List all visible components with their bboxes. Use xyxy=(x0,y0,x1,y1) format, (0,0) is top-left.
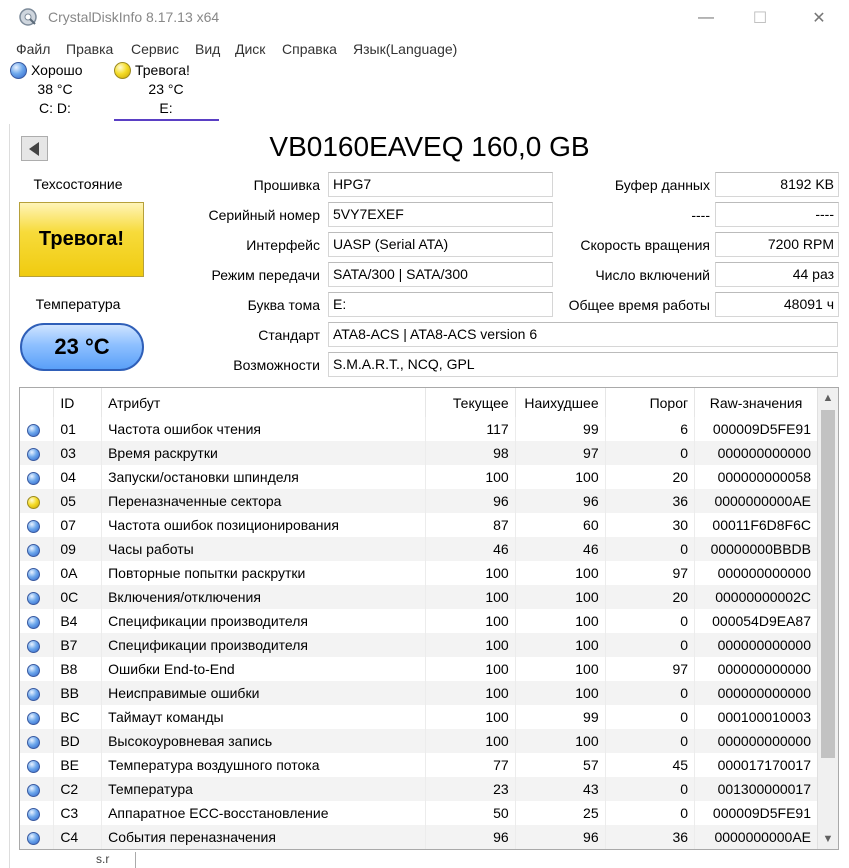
status-cell xyxy=(20,657,54,681)
rotation-label: Скорость вращения xyxy=(580,237,710,253)
menu-language[interactable]: Язык(Language) xyxy=(353,41,458,57)
table-row[interactable] xyxy=(20,729,818,753)
attribute-id: BB xyxy=(54,681,102,705)
table-row[interactable] xyxy=(20,441,818,465)
temperature-label: Температура xyxy=(35,296,121,312)
threshold-value: 0 xyxy=(605,609,694,633)
table-row[interactable] xyxy=(20,609,818,633)
drive-letter-label: Буква тома xyxy=(247,297,320,313)
minimize-button[interactable]: — xyxy=(698,9,714,26)
table-row[interactable] xyxy=(20,657,818,681)
worst-value: 46 xyxy=(515,537,605,561)
standard-label: Стандарт xyxy=(258,327,320,343)
raw-value: 000009D5FE91 xyxy=(695,417,818,441)
current-value: 100 xyxy=(425,633,515,657)
threshold-value: 0 xyxy=(605,705,694,729)
attribute-name: Спецификации производителя xyxy=(102,633,426,657)
attribute-name: Неисправимые ошибки xyxy=(102,681,426,705)
status-cell xyxy=(20,441,54,465)
column-id[interactable]: ID xyxy=(54,388,102,417)
table-row[interactable] xyxy=(20,537,818,561)
status-good-icon xyxy=(27,688,40,701)
attribute-name: События переназначения xyxy=(102,825,426,849)
raw-value: 000054D9EA87 xyxy=(695,609,818,633)
close-button[interactable]: ✕ xyxy=(812,10,826,27)
attribute-name: Частота ошибок чтения xyxy=(102,417,426,441)
column-worst[interactable]: Наихудшее xyxy=(515,388,605,417)
unknown-label: ---- xyxy=(691,207,710,223)
threshold-value: 36 xyxy=(605,825,694,849)
current-value: 100 xyxy=(425,705,515,729)
status-cell xyxy=(20,489,54,513)
disk-tab-temp: 38 °C xyxy=(37,81,73,97)
standard-field: ATA8-ACS | ATA8-ACS version 6 xyxy=(328,322,838,347)
attribute-name: Время раскрутки xyxy=(102,441,426,465)
background-window-fragment: s.r xyxy=(96,852,136,868)
column-attribute[interactable]: Атрибут xyxy=(102,388,426,417)
attribute-name: Переназначенные сектора xyxy=(102,489,426,513)
status-cell xyxy=(20,513,54,537)
current-value: 96 xyxy=(425,489,515,513)
threshold-value: 0 xyxy=(605,633,694,657)
health-label: Техсостояние xyxy=(33,176,123,192)
worst-value: 100 xyxy=(515,633,605,657)
raw-value: 000009D5FE91 xyxy=(695,801,818,825)
table-row[interactable] xyxy=(20,681,818,705)
attribute-name: Высокоуровневая запись xyxy=(102,729,426,753)
disk-tab-e[interactable] xyxy=(114,61,218,118)
status-cell xyxy=(20,633,54,657)
power-hours-field: 48091 ч xyxy=(715,292,839,317)
status-good-icon xyxy=(27,424,40,437)
menu-edit[interactable]: Правка xyxy=(66,41,114,57)
attribute-id: BD xyxy=(54,729,102,753)
worst-value: 100 xyxy=(515,609,605,633)
features-label: Возможности xyxy=(233,357,320,373)
current-value: 100 xyxy=(425,609,515,633)
status-cell xyxy=(20,609,54,633)
attribute-name: Ошибки End-to-End xyxy=(102,657,426,681)
table-row[interactable] xyxy=(20,417,818,441)
worst-value: 99 xyxy=(515,705,605,729)
threshold-value: 0 xyxy=(605,441,694,465)
buffer-label: Буфер данных xyxy=(614,177,710,193)
threshold-value: 20 xyxy=(605,465,694,489)
attribute-name: Таймаут команды xyxy=(102,705,426,729)
worst-value: 100 xyxy=(515,585,605,609)
raw-value: 000017170017 xyxy=(695,753,818,777)
status-good-icon xyxy=(27,544,40,557)
current-value: 100 xyxy=(425,465,515,489)
worst-value: 43 xyxy=(515,777,605,801)
threshold-value: 97 xyxy=(605,657,694,681)
status-cell xyxy=(20,585,54,609)
raw-value: 000000000058 xyxy=(695,465,818,489)
menu-bar xyxy=(0,38,849,60)
table-row[interactable] xyxy=(20,705,818,729)
buffer-field: 8192 KB xyxy=(715,172,839,197)
status-good-icon xyxy=(27,832,40,845)
status-good-icon xyxy=(27,712,40,725)
threshold-value: 6 xyxy=(605,417,694,441)
table-row[interactable] xyxy=(20,825,818,849)
worst-value: 100 xyxy=(515,657,605,681)
scroll-up-icon[interactable]: ▲ xyxy=(822,392,834,404)
status-good-icon xyxy=(27,664,40,677)
current-value: 100 xyxy=(425,681,515,705)
current-value: 100 xyxy=(425,561,515,585)
attribute-id: C4 xyxy=(54,825,102,849)
attribute-id: 0C xyxy=(54,585,102,609)
raw-value: 001300000017 xyxy=(695,777,818,801)
threshold-value: 97 xyxy=(605,561,694,585)
worst-value: 99 xyxy=(515,417,605,441)
disk-model-title: VB0160EAVEQ 160,0 GB xyxy=(269,131,590,162)
status-cell xyxy=(20,705,54,729)
status-good-icon xyxy=(27,592,40,605)
attribute-id: 01 xyxy=(54,417,102,441)
menu-disk[interactable]: Диск xyxy=(235,41,266,57)
table-row[interactable] xyxy=(20,513,818,537)
status-cell xyxy=(20,537,54,561)
threshold-value: 0 xyxy=(605,801,694,825)
table-row[interactable] xyxy=(20,489,818,513)
raw-value: 000000000000 xyxy=(695,681,818,705)
scroll-down-icon[interactable]: ▼ xyxy=(822,833,834,845)
disk-tab-c[interactable] xyxy=(10,61,100,118)
current-value: 100 xyxy=(425,729,515,753)
current-value: 100 xyxy=(425,585,515,609)
raw-value: 0000000000AE xyxy=(695,825,818,849)
raw-value: 0000000000AE xyxy=(695,489,818,513)
menu-file[interactable]: Файл xyxy=(16,41,51,57)
attribute-name: Спецификации производителя xyxy=(102,609,426,633)
worst-value: 100 xyxy=(515,729,605,753)
worst-value: 100 xyxy=(515,561,605,585)
table-row[interactable] xyxy=(20,753,818,777)
power-count-label: Число включений xyxy=(595,267,710,283)
raw-value: 000000000000 xyxy=(695,561,818,585)
table-row[interactable] xyxy=(20,465,818,489)
status-cell xyxy=(20,465,54,489)
status-cell xyxy=(20,753,54,777)
disk-tab-temp: 23 °C xyxy=(148,81,184,97)
status-good-icon xyxy=(27,448,40,461)
worst-value: 100 xyxy=(515,465,605,489)
table-row[interactable] xyxy=(20,801,818,825)
status-good-icon xyxy=(10,62,27,79)
current-value: 98 xyxy=(425,441,515,465)
status-good-icon xyxy=(27,808,40,821)
disk-tab-drive: C: D: xyxy=(39,100,71,116)
status-good-icon xyxy=(27,640,40,653)
raw-value: 000000000000 xyxy=(695,633,818,657)
status-good-icon xyxy=(27,568,40,581)
attribute-name: Часы работы xyxy=(102,537,426,561)
worst-value: 25 xyxy=(515,801,605,825)
status-cell xyxy=(20,777,54,801)
transfer-mode-field: SATA/300 | SATA/300 xyxy=(328,262,553,287)
threshold-value: 20 xyxy=(605,585,694,609)
serial-label: Серийный номер xyxy=(208,207,320,223)
features-field: S.M.A.R.T., NCQ, GPL xyxy=(328,352,838,377)
table-row[interactable] xyxy=(20,585,818,609)
status-good-icon xyxy=(27,472,40,485)
current-value: 46 xyxy=(425,537,515,561)
scrollbar-thumb[interactable] xyxy=(821,410,835,758)
current-value: 23 xyxy=(425,777,515,801)
status-cell xyxy=(20,681,54,705)
interface-label: Интерфейс xyxy=(246,237,320,253)
app-icon xyxy=(18,7,38,27)
attribute-name: Аппаратное ECC-восстановление xyxy=(102,801,426,825)
status-good-icon xyxy=(27,520,40,533)
transfer-mode-label: Режим передачи xyxy=(211,267,320,283)
drive-letter-field: E: xyxy=(328,292,553,317)
status-good-icon xyxy=(27,616,40,629)
threshold-value: 0 xyxy=(605,681,694,705)
attribute-id: 04 xyxy=(54,465,102,489)
attribute-id: B7 xyxy=(54,633,102,657)
attribute-id: 03 xyxy=(54,441,102,465)
disk-tab-status: Тревога! xyxy=(135,62,190,78)
raw-value: 00011F6D8F6C xyxy=(695,513,818,537)
column-threshold[interactable]: Порог xyxy=(605,388,694,417)
raw-value: 000000000000 xyxy=(695,729,818,753)
threshold-value: 36 xyxy=(605,489,694,513)
attribute-name: Частота ошибок позиционирования xyxy=(102,513,426,537)
threshold-value: 30 xyxy=(605,513,694,537)
table-row[interactable] xyxy=(20,561,818,585)
current-value: 77 xyxy=(425,753,515,777)
threshold-value: 0 xyxy=(605,729,694,753)
rotation-field: 7200 RPM xyxy=(715,232,839,257)
attribute-name: Повторные попытки раскрутки xyxy=(102,561,426,585)
selected-tab-indicator xyxy=(114,119,219,121)
worst-value: 60 xyxy=(515,513,605,537)
disk-tabs xyxy=(0,61,849,123)
status-cell xyxy=(20,801,54,825)
attribute-id: C3 xyxy=(54,801,102,825)
status-cell xyxy=(20,729,54,753)
worst-value: 57 xyxy=(515,753,605,777)
threshold-value: 0 xyxy=(605,777,694,801)
status-cell xyxy=(20,417,54,441)
raw-value: 00000000BBDB xyxy=(695,537,818,561)
raw-value: 000000000000 xyxy=(695,441,818,465)
status-good-icon xyxy=(27,760,40,773)
column-status[interactable] xyxy=(20,388,54,417)
smart-attributes-table[interactable] xyxy=(19,387,839,850)
attribute-id: 0A xyxy=(54,561,102,585)
worst-value: 97 xyxy=(515,441,605,465)
attribute-id: B8 xyxy=(54,657,102,681)
title-bar xyxy=(0,0,849,37)
column-raw[interactable]: Raw-значения xyxy=(695,388,818,417)
health-status-button[interactable]: Тревога! xyxy=(19,202,144,277)
serial-field: 5VY7EXEF xyxy=(328,202,553,227)
status-cell xyxy=(20,561,54,585)
window-title: CrystalDiskInfo 8.17.13 x64 xyxy=(48,9,220,25)
attribute-id: BE xyxy=(54,753,102,777)
attribute-name: Включения/отключения xyxy=(102,585,426,609)
current-value: 117 xyxy=(425,417,515,441)
maximize-button[interactable]: ☐ xyxy=(752,10,768,27)
raw-value: 000100010003 xyxy=(695,705,818,729)
table-row[interactable] xyxy=(20,633,818,657)
current-value: 100 xyxy=(425,657,515,681)
status-good-icon xyxy=(27,784,40,797)
attribute-id: 09 xyxy=(54,537,102,561)
firmware-label: Прошивка xyxy=(253,177,320,193)
current-value: 87 xyxy=(425,513,515,537)
status-caution-icon xyxy=(114,62,131,79)
raw-value: 000000000000 xyxy=(695,657,818,681)
table-row[interactable] xyxy=(20,777,818,801)
attribute-name: Температура воздушного потока xyxy=(102,753,426,777)
temperature-display: 23 °C xyxy=(20,323,144,371)
interface-field: UASP (Serial ATA) xyxy=(328,232,553,257)
power-count-field: 44 раз xyxy=(715,262,839,287)
threshold-value: 45 xyxy=(605,753,694,777)
worst-value: 96 xyxy=(515,825,605,849)
attribute-id: 07 xyxy=(54,513,102,537)
disk-tab-drive: E: xyxy=(159,100,173,116)
unknown-field: ---- xyxy=(715,202,839,227)
threshold-value: 0 xyxy=(605,537,694,561)
menu-view[interactable]: Вид xyxy=(195,41,221,57)
worst-value: 96 xyxy=(515,489,605,513)
firmware-field: HPG7 xyxy=(328,172,553,197)
attribute-id: BC xyxy=(54,705,102,729)
status-caution-icon xyxy=(27,496,40,509)
current-value: 50 xyxy=(425,801,515,825)
worst-value: 100 xyxy=(515,681,605,705)
attribute-id: 05 xyxy=(54,489,102,513)
status-cell xyxy=(20,825,54,849)
status-good-icon xyxy=(27,736,40,749)
menu-help[interactable]: Справка xyxy=(282,41,337,57)
attribute-id: C2 xyxy=(54,777,102,801)
table-header-row xyxy=(20,388,818,417)
menu-service[interactable]: Сервис xyxy=(131,41,179,57)
current-value: 96 xyxy=(425,825,515,849)
attribute-id: B4 xyxy=(54,609,102,633)
attribute-name: Температура xyxy=(102,777,426,801)
attribute-name: Запуски/остановки шпинделя xyxy=(102,465,426,489)
raw-value: 00000000002C xyxy=(695,585,818,609)
power-hours-label: Общее время работы xyxy=(568,297,710,313)
column-current[interactable]: Текущее xyxy=(425,388,515,417)
vertical-scrollbar[interactable] xyxy=(817,388,838,849)
disk-tab-status: Хорошо xyxy=(31,62,83,78)
